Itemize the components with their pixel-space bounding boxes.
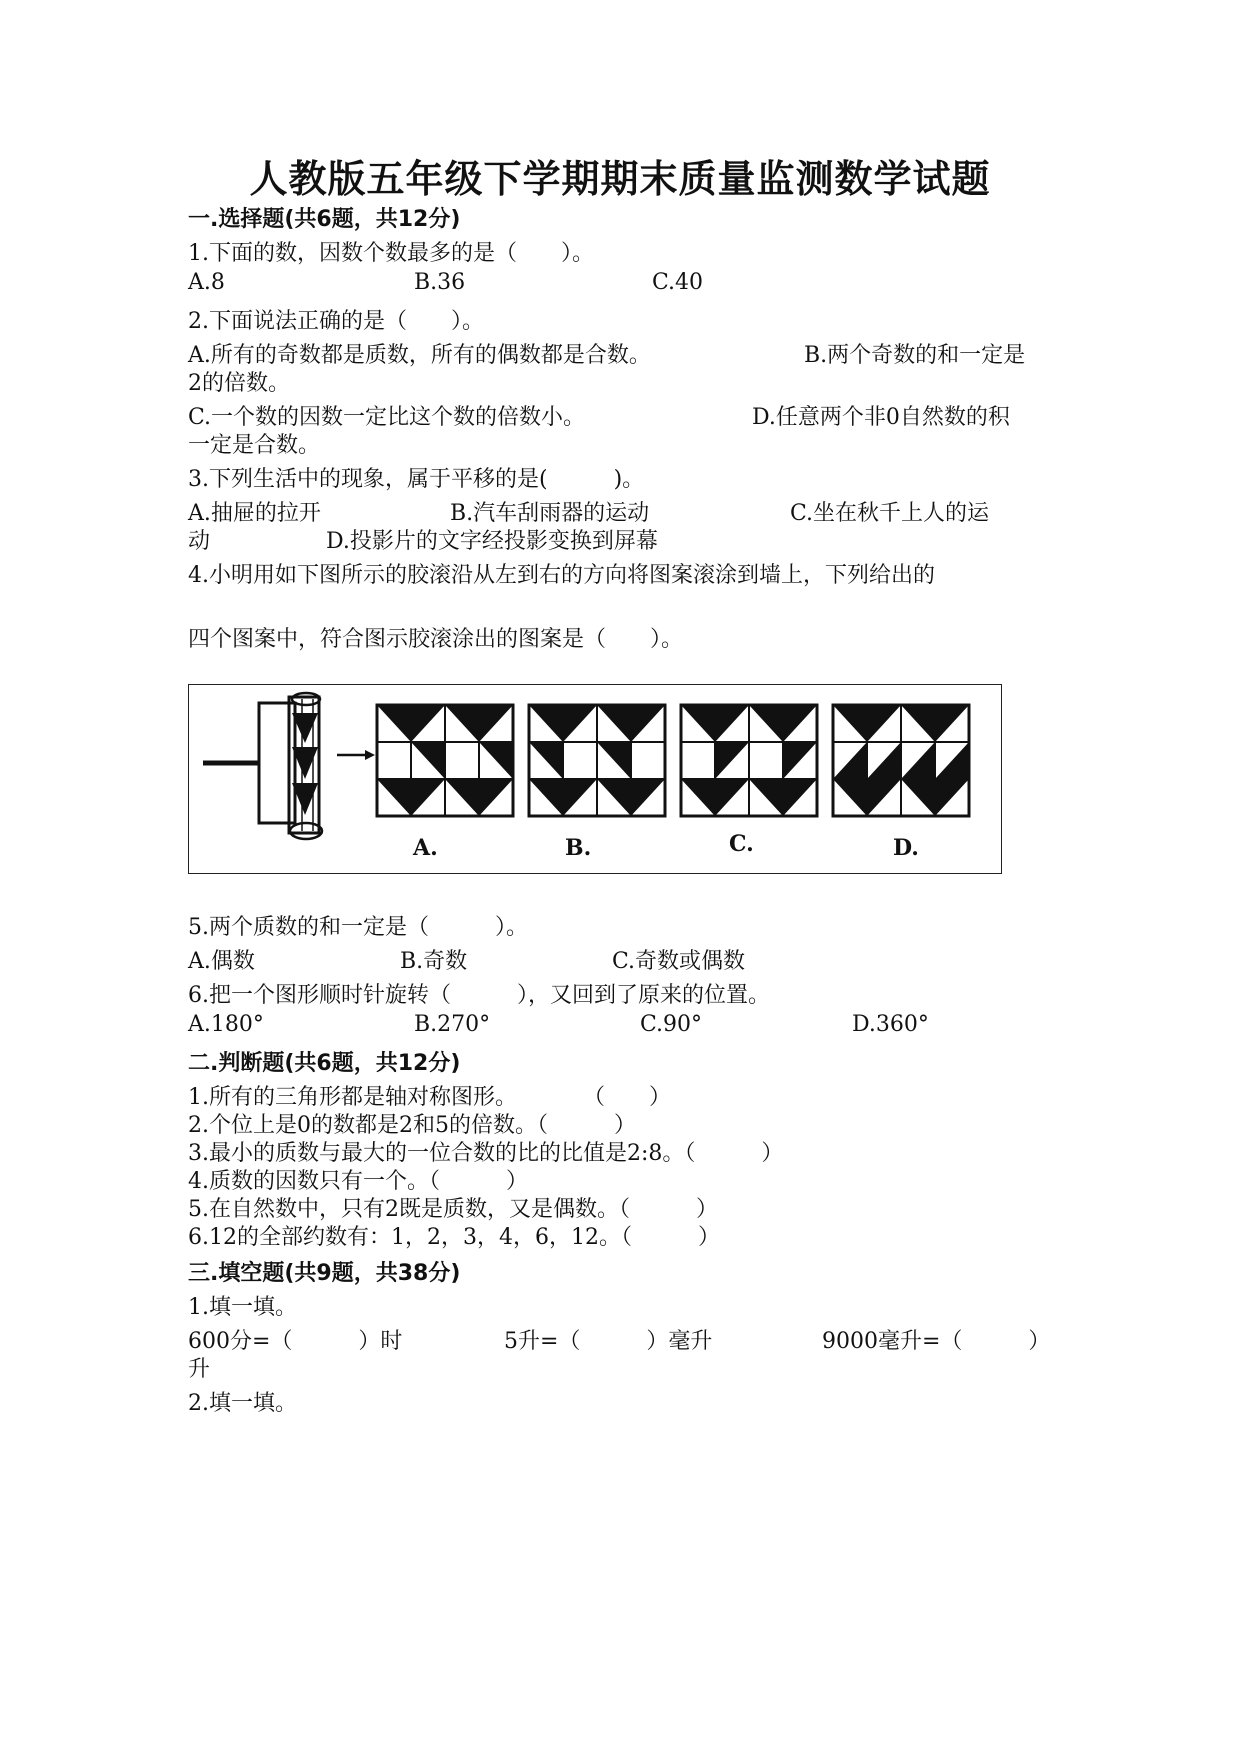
q5-option-a: A.偶数 bbox=[188, 949, 255, 974]
judge-item-5: 5.在自然数中，只有2既是质数，又是偶数。（ ） bbox=[188, 1197, 718, 1222]
q3-option-b: B.汽车刮雨器的运动 bbox=[450, 501, 650, 526]
pattern-a bbox=[377, 705, 513, 816]
question-6: 6.把一个图形顺时针旋转（ ），又回到了原来的位置。 bbox=[188, 983, 770, 1008]
figure-label-a: A. bbox=[413, 835, 438, 861]
q3-option-c: C.坐在秋千上人的运 bbox=[790, 501, 990, 526]
question-3: 3.下列生活中的现象，属于平移的是( )。 bbox=[188, 467, 645, 492]
fill-question-1: 1.填一填。 bbox=[188, 1295, 297, 1320]
q6-option-d: D.360° bbox=[852, 1012, 929, 1037]
q2-option-b-cont: 2的倍数。 bbox=[188, 371, 290, 396]
q1-option-a: A.8 bbox=[188, 270, 225, 295]
judge-item-3: 3.最小的质数与最大的一位合数的比的比值是2:8。（ ） bbox=[188, 1141, 784, 1166]
judge-item-2: 2.个位上是0的数都是2和5的倍数。（ ） bbox=[188, 1113, 636, 1138]
question-2: 2.下面说法正确的是（ ）。 bbox=[188, 309, 484, 334]
figure-label-c: C. bbox=[729, 831, 754, 857]
section-heading-judge: 二.判断题(共6题，共12分) bbox=[188, 1051, 461, 1076]
q3-option-d: D.投影片的文字经投影变换到屏幕 bbox=[326, 529, 658, 554]
pattern-d bbox=[833, 705, 969, 816]
q3-option-c-cont: 动 bbox=[188, 529, 211, 554]
pattern-c bbox=[681, 705, 817, 816]
question-1: 1.下面的数，因数个数最多的是（ ）。 bbox=[188, 241, 594, 266]
roller-pattern-figure bbox=[188, 684, 1002, 874]
question-4-line1: 4.小明用如下图所示的胶滚沿从左到右的方向将图案滚涂到墙上，下列给出的 bbox=[188, 563, 935, 588]
q5-option-b: B.奇数 bbox=[400, 949, 468, 974]
q5-option-c: C.奇数或偶数 bbox=[612, 949, 746, 974]
judge-item-4: 4.质数的因数只有一个。（ ） bbox=[188, 1169, 528, 1194]
fill-q1-part1: 600分=（ ）时 bbox=[188, 1329, 403, 1354]
q2-option-a: A.所有的奇数都是质数，所有的偶数都是合数。 bbox=[188, 343, 651, 368]
judge-item-1: 1.所有的三角形都是轴对称图形。 （ ） bbox=[188, 1085, 671, 1110]
section-heading-choice: 一.选择题(共6题，共12分) bbox=[188, 207, 461, 232]
pattern-b bbox=[529, 705, 665, 816]
fill-q1-part3-unit: 升 bbox=[188, 1357, 211, 1382]
q3-option-a: A.抽屉的拉开 bbox=[188, 501, 321, 526]
q6-option-b: B.270° bbox=[414, 1012, 491, 1037]
fill-q1-part2: 5升=（ ）毫升 bbox=[504, 1329, 713, 1354]
section-heading-fill: 三.填空题(共9题，共38分) bbox=[188, 1261, 461, 1286]
q6-option-a: A.180° bbox=[188, 1012, 264, 1037]
q1-option-b: B.36 bbox=[414, 270, 466, 295]
roller-pattern-svg bbox=[189, 685, 1003, 875]
q2-option-d-cont: 一定是合数。 bbox=[188, 433, 321, 458]
fill-q1-part3: 9000毫升=（ ） bbox=[822, 1329, 1051, 1354]
q2-option-c: C.一个数的因数一定比这个数的倍数小。 bbox=[188, 405, 586, 430]
question-5: 5.两个质数的和一定是（ ）。 bbox=[188, 915, 528, 940]
fill-question-2: 2.填一填。 bbox=[188, 1391, 297, 1416]
q2-option-b: B.两个奇数的和一定是 bbox=[804, 343, 1026, 368]
figure-label-d: D. bbox=[893, 835, 919, 861]
judge-item-6: 6.12的全部约数有：1，2，3，4，6，12。（ ） bbox=[188, 1225, 720, 1250]
figure-label-b: B. bbox=[565, 835, 592, 861]
q1-option-c: C.40 bbox=[652, 270, 704, 295]
page-title: 人教版五年级下学期期末质量监测数学试题 bbox=[249, 156, 991, 201]
question-4-line2: 四个图案中，符合图示胶滚涂出的图案是（ ）。 bbox=[188, 627, 684, 652]
q2-option-d: D.任意两个非0自然数的积 bbox=[752, 405, 1010, 430]
q6-option-c: C.90° bbox=[640, 1012, 703, 1037]
